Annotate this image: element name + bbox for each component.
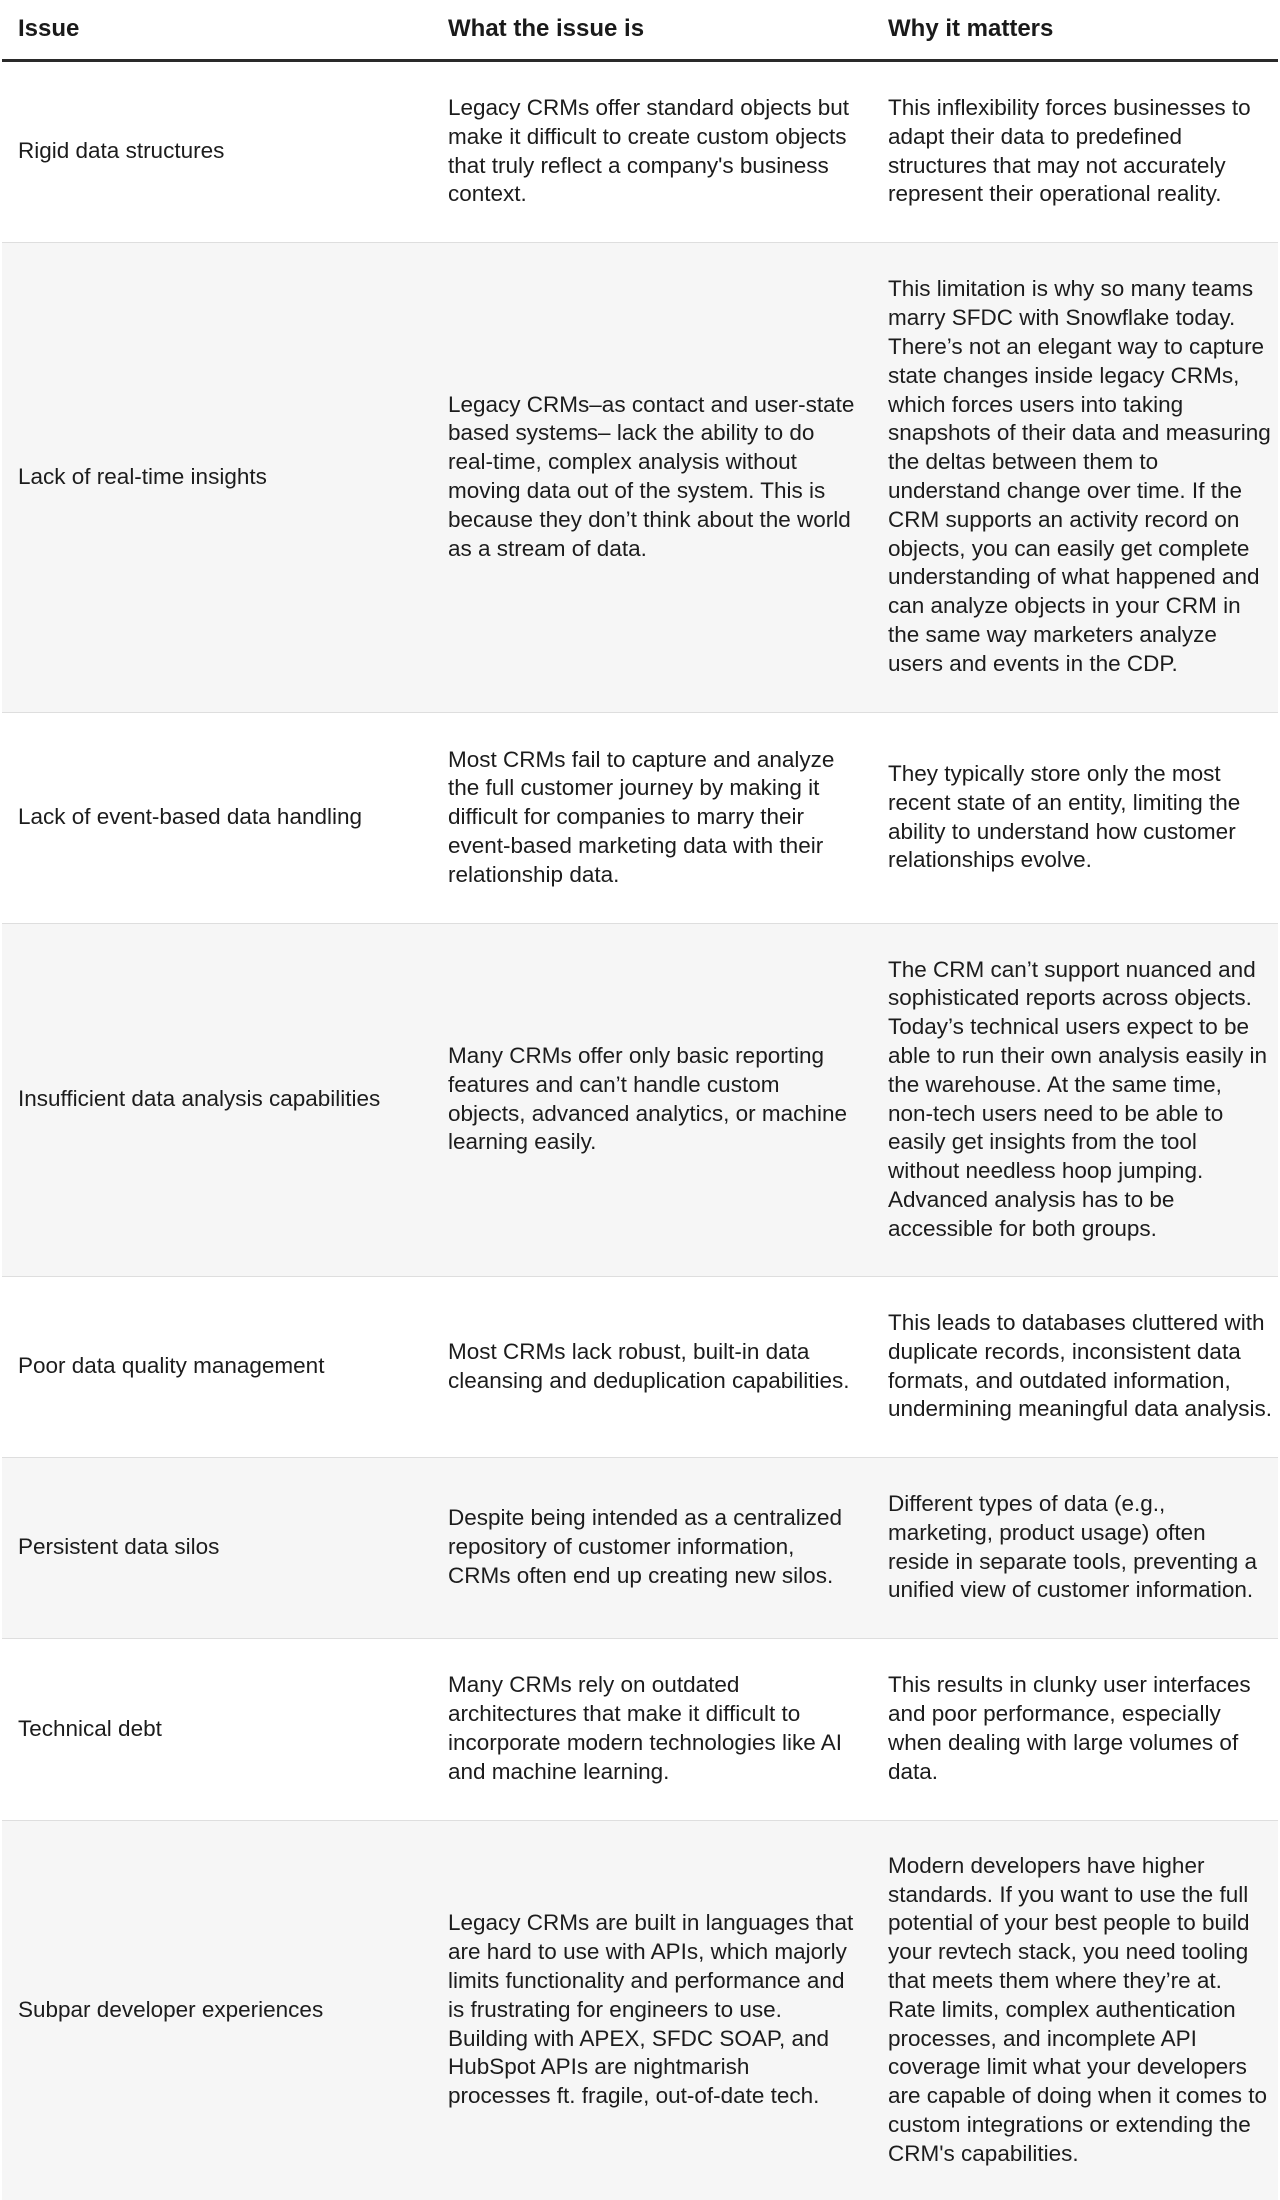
why-cell: They typically store only the most recent state of an entity, limiting the ability to understand how customer relationships evolve. [888, 760, 1241, 873]
table-row [2, 712, 1278, 923]
why-cell: The CRM can’t support nuanced and sophisticated reports across objects. Today’s technical users expect to be able to run their own analysis easily in the warehouse. At the same time, non-tech users need to be able to easily get insights from the tool without needless hoop jumping. Advanced analysis has to be accessible for both groups. [888, 956, 1267, 1241]
header-issue: Issue [18, 15, 80, 42]
issue-cell: Poor data quality management [18, 1353, 325, 1379]
table-row [2, 242, 1278, 712]
table-row [2, 1457, 1278, 1638]
what-cell: Many CRMs rely on outdated architectures that make it difficult to incorporate modern technologies like AI and machine learning. [448, 1672, 842, 1784]
table-body [2, 60, 1278, 2200]
issue-cell: Subpar developer experiences [18, 1996, 324, 2022]
issue-cell: Technical debt [18, 1715, 162, 1741]
what-cell: Most CRMs fail to capture and analyze the full customer journey by making it difficult for companies to marry their event-based marketing data with their relationship data. [448, 746, 835, 887]
why-cell: Modern developers have higher standards. If you want to use the full potential of your best people to build your revtech stack, you need tooling that meets them where they’re at. Rate limits, complex authentication processes, and incomplete API coverage limit what your developers are capable of doing when it comes to custom integrations or extending the CRM's capabilities. [888, 1852, 1267, 2166]
why-cell: Different types of data (e.g., marketing, product usage) often reside in separate tools, preventing a unified view of customer information. [888, 1490, 1257, 1603]
why-cell: This results in clunky user interfaces and poor performance, especially when dealing with large volumes of data. [888, 1672, 1251, 1784]
what-cell: Legacy CRMs are built in languages that are hard to use with APIs, which majorly limits functionality and performance and is frustrating for engineers to use. Building with APEX, SFDC SOAP, and HubSpot APIs are nightmarish processes ft. fragile, out-of-date tech. [448, 1910, 854, 2109]
what-cell: Legacy CRMs–as contact and user-state based systems– lack the ability to do real-time, complex analysis without moving data out of the system. This is because they don’t think about the world as a stream of data. [448, 391, 855, 561]
issue-cell: Insufficient data analysis capabilities [18, 1086, 381, 1112]
header-what-the-issue-is: What the issue is [448, 15, 645, 42]
what-cell: Legacy CRMs offer standard objects but make it difficult to create custom objects that truly reflect a company's business context. [448, 94, 850, 207]
issue-cell: Persistent data silos [18, 1534, 220, 1560]
what-cell: Most CRMs lack robust, built-in data cleansing and deduplication capabilities. [448, 1338, 850, 1393]
issue-cell: Lack of event-based data handling [18, 804, 363, 830]
what-cell: Many CRMs offer only basic reporting features and can’t handle custom objects, advanced analytics, or machine learning easily. [448, 1042, 847, 1155]
why-cell: This leads to databases cluttered with duplicate records, inconsistent data formats, and outdated information, undermining meaningful data analysis. [888, 1309, 1272, 1422]
crm-issues-table [2, 0, 1278, 2200]
header-row [2, 0, 1278, 60]
why-cell: This inflexibility forces businesses to adapt their data to predefined structures that may not accurately represent their operational reality. [888, 94, 1251, 207]
table-row [2, 1276, 1278, 1457]
table-row [2, 1638, 1278, 1820]
table-row [2, 923, 1278, 1276]
issue-cell: Rigid data structures [18, 138, 225, 164]
header-why-it-matters: Why it matters [888, 15, 1054, 42]
why-cell: This limitation is why so many teams marry SFDC with Snowflake today. There’s not an elegant way to capture state changes inside legacy CRMs, which forces users into taking snapshots of their data and measuring the deltas between them to understand change over time. If the CRM supports an activity record on objects, you can easily get complete understanding of what happened and can analyze objects in your CRM in the same way marketers analyze users and events in the CDP. [888, 276, 1271, 676]
table-header [2, 0, 1278, 60]
issue-cell: Lack of real-time insights [18, 463, 267, 489]
table-row [2, 1820, 1278, 2200]
what-cell: Despite being intended as a centralized repository of customer information, CRMs often end up creating new silos. [448, 1505, 843, 1588]
table-row [2, 60, 1278, 242]
